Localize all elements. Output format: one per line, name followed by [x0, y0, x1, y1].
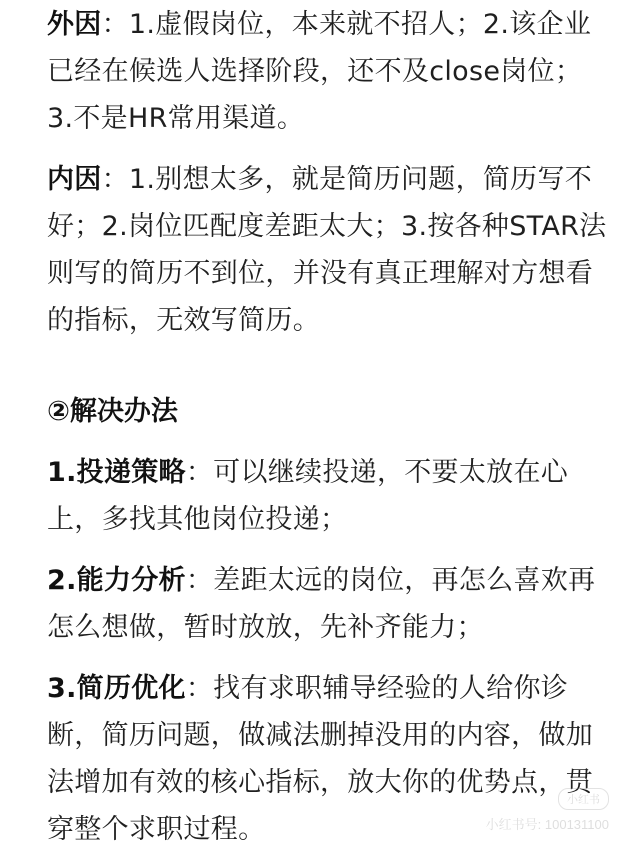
- article-body: [47, 0, 607, 853]
- text-solution-2: ：差距太远的岗位，再怎么喜欢再怎么想做，暂时放放，先补齐能力；: [47, 565, 596, 643]
- paragraph-external-causes: [47, 1, 607, 142]
- label-internal-causes: 内因: [47, 164, 102, 195]
- text-external-causes: ：1.虚假岗位，本来就不招人；2.该企业已经在候选人选择阶段，还不及close岗位；3.不是HR常用渠道。: [47, 9, 592, 134]
- label-solution-2: 2.能力分析: [47, 565, 186, 596]
- watermark-id: 小红书号: 100131100: [485, 817, 609, 832]
- watermark-logo: 小红书: [558, 788, 609, 810]
- paragraph-solution-1: [47, 449, 607, 543]
- paragraph-solution-2: [47, 557, 607, 651]
- label-solution-1: 1.投递策略: [47, 457, 186, 488]
- label-external-causes: 外因: [47, 9, 102, 40]
- watermark: [486, 788, 609, 833]
- text-solution-3: ：找有求职辅导经验的人给你诊断，简历问题，做减法删掉没用的内容，做加法增加有效的核心指标，放大你的优势点，贯穿整个求职过程。: [47, 673, 593, 845]
- section-heading-solutions: ②解决办法: [47, 396, 178, 427]
- paragraph-internal-causes: [47, 156, 607, 344]
- text-internal-causes: ：1.别想太多，就是简历问题，简历写不好；2.岗位匹配度差距太大；3.按各种STAR法则写的简历不到位，并没有真正理解对方想看的指标，无效写简历。: [47, 164, 607, 336]
- label-solution-3: 3.简历优化: [47, 673, 186, 704]
- text-solution-1: ：可以继续投递，不要太放在心上，多找其他岗位投递；: [47, 457, 569, 535]
